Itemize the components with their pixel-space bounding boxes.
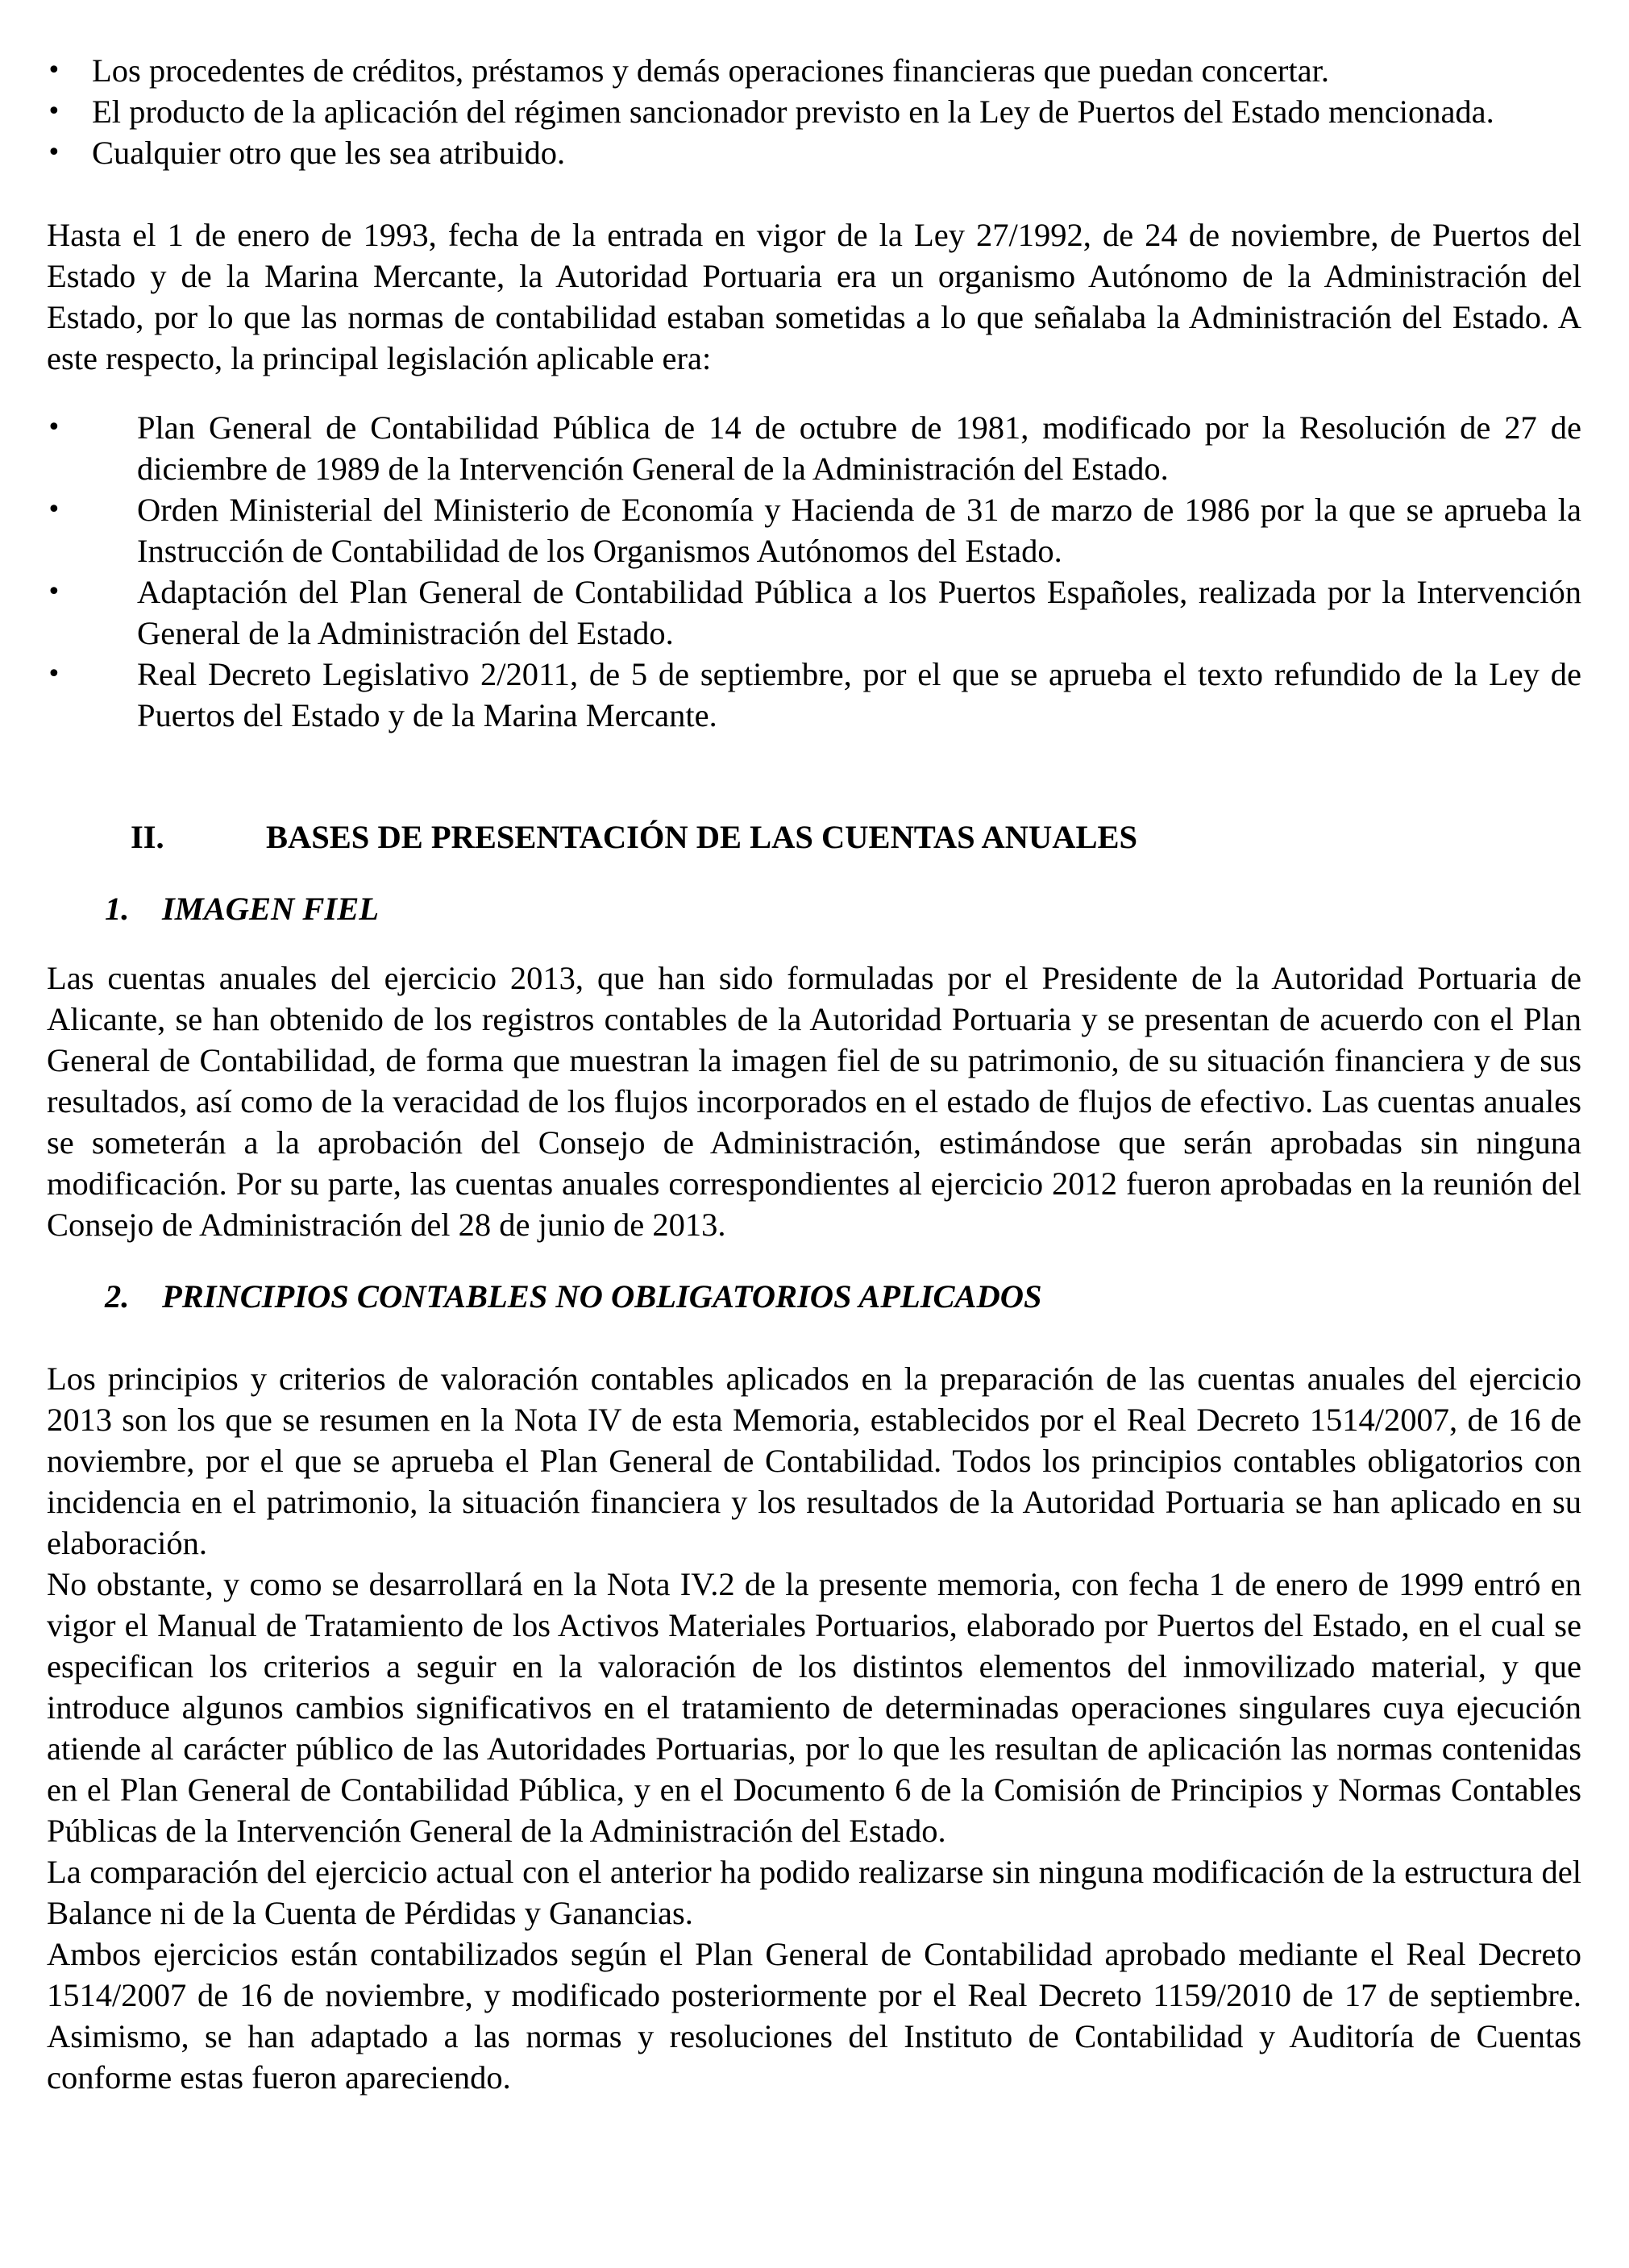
list-item-text: Orden Ministerial del Ministerio de Economía y Hacienda de 31 de marzo de 1986 por la que se aprueba la Instrucción de Contabilidad de los Organismos Autónomos del Estado. bbox=[137, 492, 1581, 569]
bullet-icon: • bbox=[47, 660, 61, 688]
subsection-heading bbox=[47, 1276, 1581, 1317]
bullet-icon: • bbox=[47, 496, 61, 524]
body-paragraph: La comparación del ejercicio actual con el anterior ha podido realizarse sin ninguna modificación de la estructura del Balance ni de la Cuenta de Pérdidas y Ganancias. bbox=[47, 1854, 1581, 1931]
funding-sources-list bbox=[47, 50, 1581, 173]
list-item bbox=[47, 91, 1581, 132]
list-item bbox=[47, 489, 1581, 571]
body-paragraph: Las cuentas anuales del ejercicio 2013, que han sido formuladas por el Presidente de la Autoridad Portuaria de Alicante, se han obtenido de los registros contables de la Autoridad Portuaria y se presentan de acuerdo con el Plan General de Contabilidad, de forma que muestran la imagen fiel de su patrimonio, de su situación financiera y de sus resultados, así como de la veracidad de los flujos incorporados en el estado de flujos de efectivo. Las cuentas anuales se someterán a la aprobación del Consejo de Administración, estimándose que serán aprobadas sin ninguna modificación. Por su parte, las cuentas anuales correspondientes al ejercicio 2012 fueron aprobadas en la reunión del Consejo de Administración del 28 de junio de 2013. bbox=[47, 960, 1581, 1243]
bullet-icon: • bbox=[47, 98, 61, 126]
subsection-heading bbox=[47, 888, 1581, 929]
bullet-icon: • bbox=[47, 413, 61, 442]
section-title: BASES DE PRESENTACIÓN DE LAS CUENTAS ANUALES bbox=[266, 819, 1138, 855]
list-item-text: Los procedentes de créditos, préstamos y demás operaciones financieras que puedan concertar. bbox=[92, 52, 1330, 89]
section-heading bbox=[47, 816, 1581, 858]
list-item-text: Adaptación del Plan General de Contabilidad Pública a los Puertos Españoles, realizada por la Intervención General de la Administración del Estado. bbox=[137, 574, 1581, 651]
list-item bbox=[47, 571, 1581, 654]
subsection-title: PRINCIPIOS CONTABLES NO OBLIGATORIOS APLICADOS bbox=[162, 1278, 1042, 1315]
list-item-text: Real Decreto Legislativo 2/2011, de 5 de septiembre, por el que se aprueba el texto refundido de la Ley de Puertos del Estado y de la Marina Mercante. bbox=[137, 656, 1581, 733]
bullet-icon: • bbox=[47, 578, 61, 606]
list-item bbox=[47, 654, 1581, 736]
legislation-list bbox=[47, 407, 1581, 736]
list-item bbox=[47, 50, 1581, 91]
document-page bbox=[47, 50, 1581, 2098]
intro-paragraph: Hasta el 1 de enero de 1993, fecha de la entrada en vigor de la Ley 27/1992, de 24 de noviembre, de Puertos del Estado y de la Marina Mercante, la Autoridad Portuaria era un organismo Autónomo de la Administración del Estado, por lo que las normas de contabilidad estaban sometidas a lo que señalaba la Administración del Estado. A este respecto, la principal legislación aplicable era: bbox=[47, 217, 1581, 376]
section-number: II. bbox=[131, 819, 164, 855]
list-item-text: Cualquier otro que les sea atribuido. bbox=[92, 135, 566, 171]
bullet-icon: • bbox=[47, 56, 61, 85]
bullet-icon: • bbox=[47, 139, 61, 167]
list-item-text: El producto de la aplicación del régimen sancionador previsto en la Ley de Puertos del Estado mencionada. bbox=[92, 93, 1494, 130]
list-item-text: Plan General de Contabilidad Pública de 14 de octubre de 1981, modificado por la Resolución de 27 de diciembre de 1989 de la Intervención General de la Administración del Estado. bbox=[137, 409, 1581, 487]
subsection-title: IMAGEN FIEL bbox=[162, 891, 379, 927]
list-item bbox=[47, 132, 1581, 173]
subsection-number: 1. bbox=[105, 891, 130, 927]
body-paragraph: No obstante, y como se desarrollará en la Nota IV.2 de la presente memoria, con fecha 1 de enero de 1999 entró en vigor el Manual de Tratamiento de los Activos Materiales Portuarios, elaborado por Puertos del Estado, en el cual se especifican los criterios a seguir en la valoración de los distintos elementos del inmovilizado material, y que introduce algunos cambios significativos en el tratamiento de determinadas operaciones singulares cuya ejecución atiende al carácter público de las Autoridades Portuarias, por lo que les resultan de aplicación las normas contenidas en el Plan General de Contabilidad Pública, y en el Documento 6 de la Comisión de Principios y Normas Contables Públicas de la Intervención General de la Administración del Estado. bbox=[47, 1566, 1581, 1849]
list-item bbox=[47, 407, 1581, 489]
subsection-number: 2. bbox=[105, 1278, 130, 1315]
body-paragraph: Los principios y criterios de valoración contables aplicados en la preparación de las cuentas anuales del ejercicio 2013 son los que se resumen en la Nota IV de esta Memoria, establecidos por el Real Decreto 1514/2007, de 16 de noviembre, por el que se aprueba el Plan General de Contabilidad. Todos los principios contables obligatorios con incidencia en el patrimonio, la situación financiera y los resultados de la Autoridad Portuaria se han aplicado en su elaboración. bbox=[47, 1360, 1581, 1561]
body-paragraph: Ambos ejercicios están contabilizados según el Plan General de Contabilidad aprobado mediante el Real Decreto 1514/2007 de 16 de noviembre, y modificado posteriormente por el Real Decreto 1159/2010 de 17 de septiembre. Asimismo, se han adaptado a las normas y resoluciones del Instituto de Contabilidad y Auditoría de Cuentas conforme estas fueron apareciendo. bbox=[47, 1936, 1581, 2096]
